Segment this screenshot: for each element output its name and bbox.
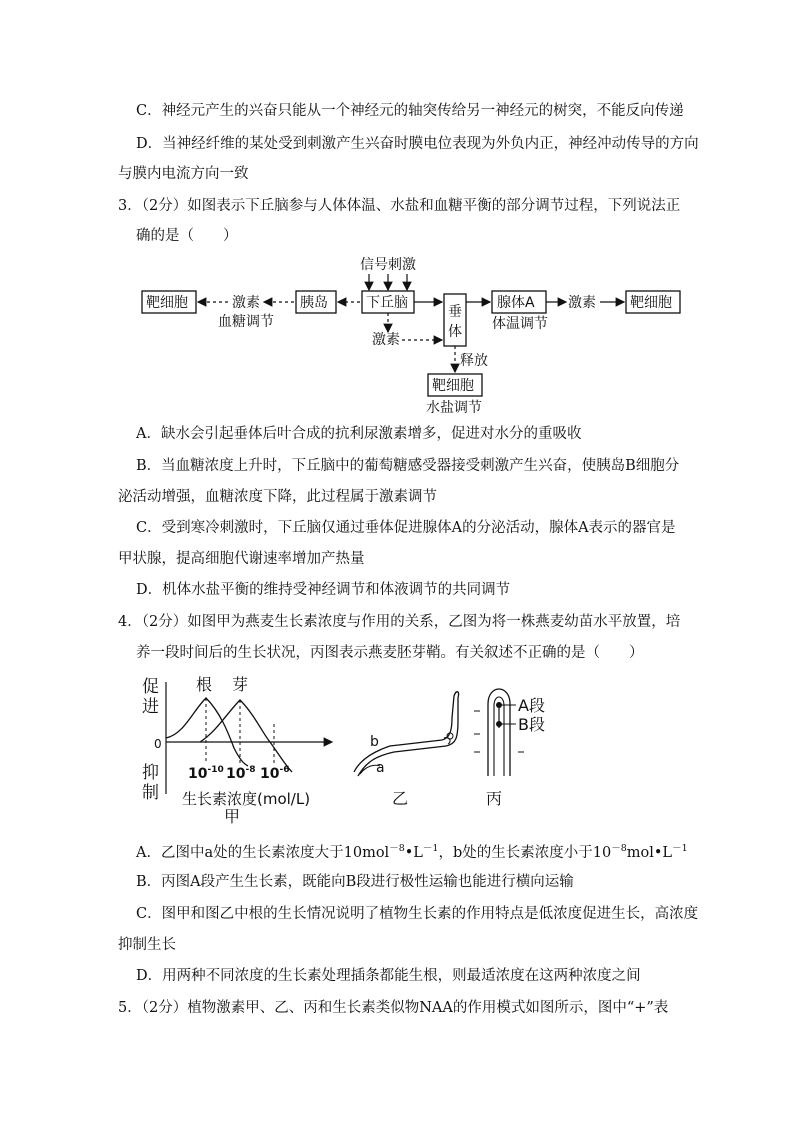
- q4-stem-cont: 养一段时间后的生长状况，丙图表示燕麦胚芽鞘。有关叙述不正确的是（ ）: [136, 645, 644, 661]
- gland-a-label: 腺体A: [497, 295, 535, 311]
- q5-stem: 5．（2分）植物激素甲、乙、丙和生长素类似物NAA的作用模式如图所示，图中“+”表: [118, 1000, 669, 1016]
- point-b-label: b: [370, 734, 379, 750]
- q3-option-c: C．受到寒冷刺激时，下丘脑仅通过垂体促进腺体A的分泌活动，腺体A表示的器官是: [136, 520, 676, 536]
- q4-option-c-cont: 抑制生长: [118, 937, 176, 953]
- q3-option-c-cont: 甲状腺，提高细胞代谢速率增加产热量: [118, 551, 365, 567]
- pituitary-label-2: 体: [448, 324, 462, 340]
- q3-diagram: [136, 250, 686, 420]
- q4-figure-jia: [136, 668, 341, 828]
- q3-option-d: D．机体水盐平衡的维持受神经调节和体液调节的共同调节: [136, 582, 511, 598]
- signal-label: 信号刺激: [360, 257, 416, 273]
- temperature-regulation: 体温调节: [492, 316, 548, 332]
- q3-option-b-cont: 泌活动增强，血糖浓度下降，此过程属于激素调节: [118, 489, 437, 505]
- hormone-middle: 激素: [372, 332, 400, 348]
- segment-b-label: B段: [518, 715, 545, 734]
- islet-label: 胰岛: [300, 295, 328, 311]
- tick-3: $10^{-6}$: [260, 765, 290, 782]
- q3-stem: 3．（2分）如图表示下丘脑参与人体体温、水盐和血糖平衡的部分调节过程，下列说法正: [118, 198, 681, 214]
- segment-a-label: A段: [518, 696, 545, 715]
- axis-inhibit-1: 抑: [142, 763, 159, 783]
- point-a-label: a: [376, 760, 385, 776]
- hypothalamus-label: 下丘脑: [366, 295, 408, 311]
- hormone-right: 激素: [568, 295, 596, 311]
- figure-caption-jia: 甲: [224, 807, 241, 826]
- bud-label: 芽: [232, 675, 249, 694]
- axis-zero: 0: [154, 737, 162, 751]
- q4-figure-bing: [470, 680, 570, 820]
- release-label: 释放: [460, 353, 488, 369]
- tick-1: $10^{-10}$: [188, 765, 224, 782]
- q4-stem: 4．（2分）如图甲为燕麦生长素浓度与作用的关系，乙图为将一株燕麦幼苗水平放置，培: [118, 614, 681, 630]
- q4-option-a: A．乙图中a处的生长素浓度大于$10mol^{-8}•L^{-1}$，b处的生长素浓度小于$10^{-8}mol•L^{-1}$: [136, 843, 688, 861]
- target-cell-left: 靶细胞: [146, 295, 188, 311]
- q4-option-d: D．用两种不同浓度的生长素处理插条都能生根，则最适浓度在这两种浓度之间: [136, 968, 641, 984]
- q2-option-c: C．神经元产生的兴奋只能从一个神经元的轴突传给另一神经元的树突，不能反向传递: [136, 103, 684, 119]
- blood-sugar-regulation: 血糖调节: [218, 314, 274, 330]
- bud-curve: [200, 700, 292, 772]
- target-cell-right: 靶细胞: [630, 295, 672, 311]
- pituitary-label-1: 垂: [448, 304, 462, 320]
- x-axis-label: 生长素浓度(mol/L): [182, 790, 311, 808]
- q4-option-c: C．图甲和图乙中根的生长情况说明了植物生长素的作用特点是低浓度促进生长，高浓度: [136, 906, 699, 922]
- q3-stem-cont: 确的是（ ）: [136, 228, 238, 244]
- axis-promote-1: 促: [142, 677, 159, 697]
- tick-2: $10^{-8}$: [226, 765, 256, 782]
- root-label: 根: [196, 675, 213, 694]
- q4-figure-yi: [346, 680, 466, 810]
- hormone-left: 激素: [232, 295, 260, 311]
- figure-caption-yi: 乙: [392, 789, 409, 808]
- q3-option-a: A．缺水会引起垂体后叶合成的抗利尿激素增多，促进对水分的重吸收: [136, 426, 582, 442]
- axis-inhibit-2: 制: [142, 783, 159, 803]
- axis-promote-2: 进: [142, 697, 159, 717]
- q4-option-b: B．丙图A段产生生长素，既能向B段进行极性运输也能进行横向运输: [136, 874, 574, 890]
- target-cell-bottom: 靶细胞: [432, 378, 474, 394]
- root-curve: [166, 698, 248, 766]
- figure-caption-bing: 丙: [486, 789, 503, 808]
- q2-option-d: D．当神经纤维的某处受到刺激产生兴奋时膜电位表现为外负内正，神经冲动传导的方向: [136, 136, 699, 152]
- water-salt-regulation: 水盐调节: [426, 400, 482, 416]
- q2-option-d-cont: 与膜内电流方向一致: [118, 166, 249, 182]
- q3-option-b: B．当血糖浓度上升时，下丘脑中的葡萄糖感受器接受刺激产生兴奋，使胰岛B细胞分: [136, 458, 680, 474]
